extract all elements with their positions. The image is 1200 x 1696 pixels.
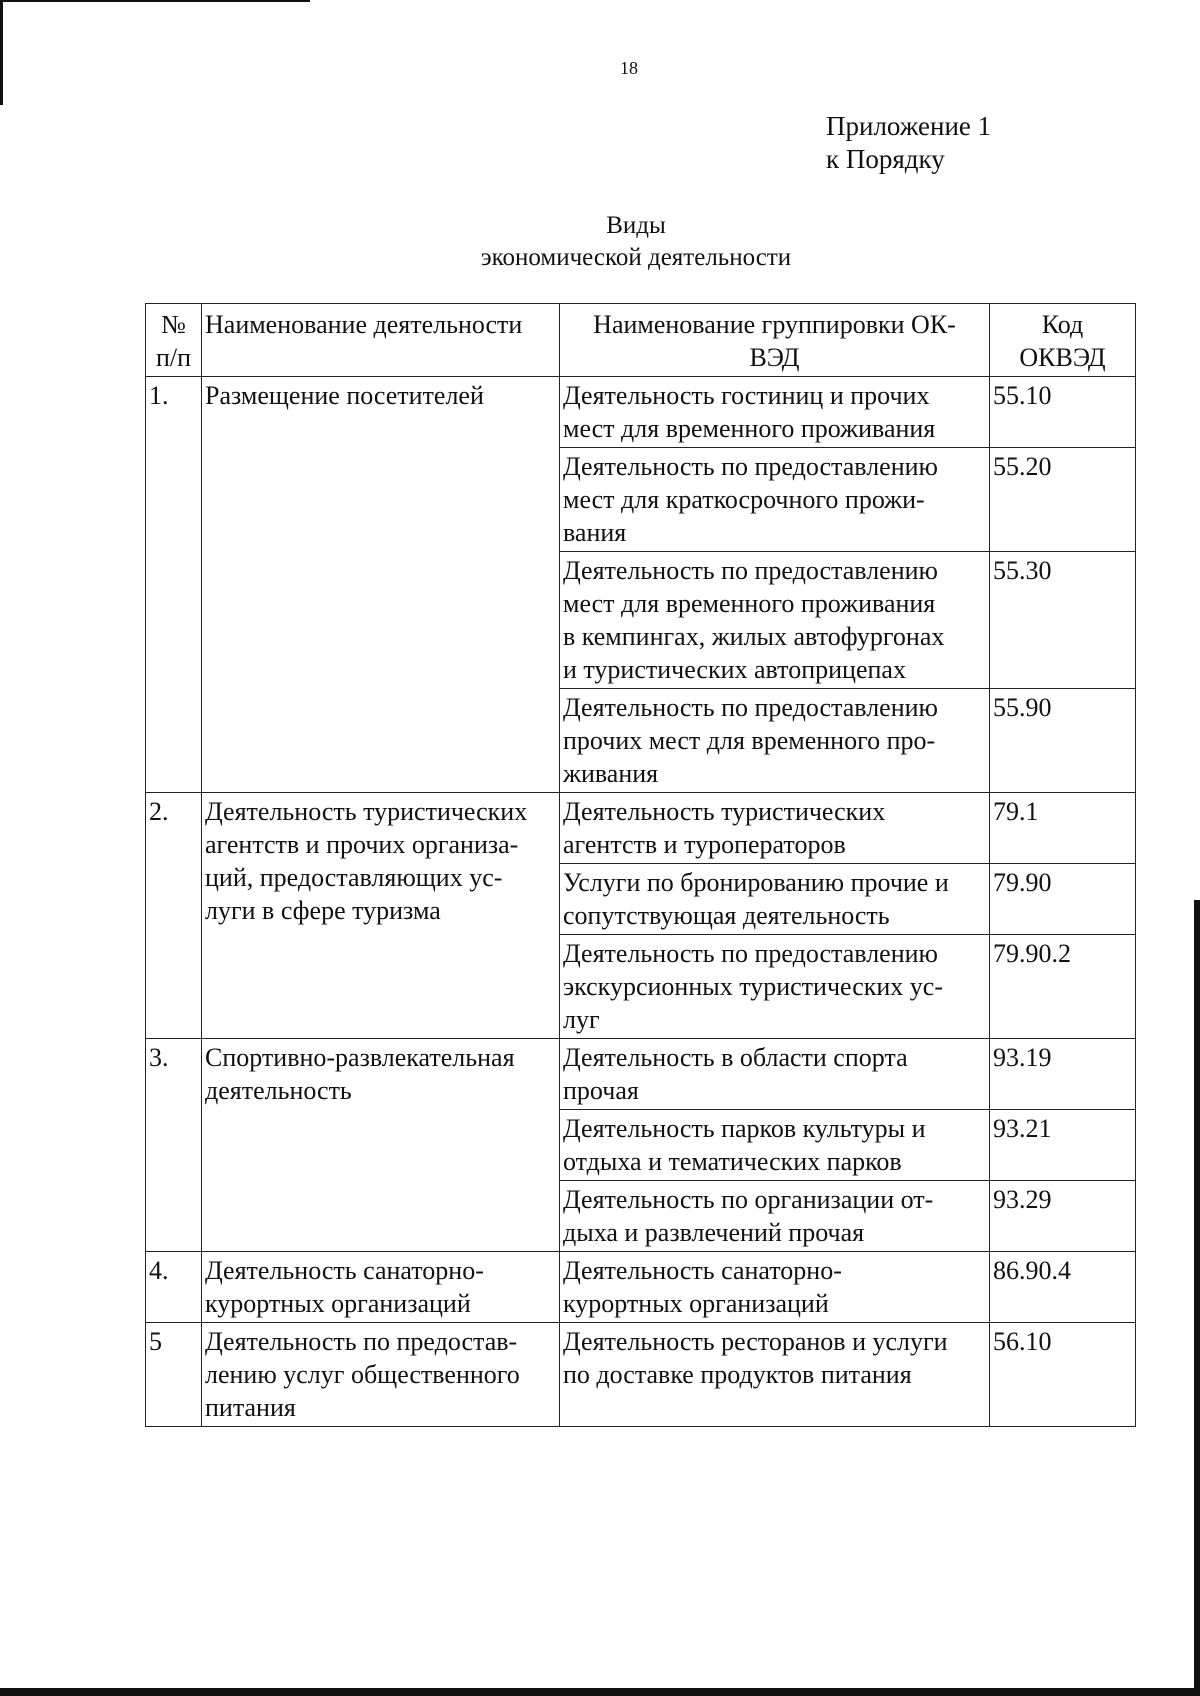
header-num-line: № — [161, 310, 186, 339]
row-number: 3. — [149, 1043, 169, 1072]
activity-name-cell — [202, 1252, 560, 1323]
header-code-line: Код — [1041, 310, 1084, 339]
activity-name-cell — [202, 1323, 560, 1427]
row-number-cell — [146, 793, 202, 1039]
okved-code: 93.21 — [993, 1114, 1052, 1143]
okved-code: 79.90.2 — [993, 939, 1071, 968]
header-code-line: ОКВЭД — [1019, 343, 1106, 372]
okved-group-cell — [560, 1323, 990, 1427]
okved-code: 55.30 — [993, 556, 1052, 585]
row-number: 5 — [149, 1327, 162, 1356]
row-number: 4. — [149, 1256, 169, 1285]
scan-edge-left — [0, 0, 3, 105]
row-number-cell — [146, 377, 202, 793]
okved-group-line: Деятельность ресторанов и услуги — [563, 1327, 948, 1356]
okved-group-line: мест для краткосрочного прожи- — [563, 485, 925, 514]
okved-group-line: Деятельность туристических — [563, 797, 886, 826]
table-header-row — [146, 304, 1136, 377]
header-activity-name-text: Наименование деятельности — [205, 310, 523, 339]
okved-group-line: вания — [563, 518, 627, 547]
header-okved-group — [560, 304, 990, 377]
okved-code: 55.10 — [993, 381, 1052, 410]
scan-edge-top — [0, 0, 310, 2]
okved-group-line: Деятельность парков культуры и — [563, 1114, 926, 1143]
row-number-cell — [146, 1039, 202, 1252]
okved-group-line: отдыха и тематических парков — [563, 1147, 902, 1176]
okved-code: 79.1 — [993, 797, 1039, 826]
activity-name-line: Деятельность туристических — [205, 797, 528, 826]
appendix-line-2: к Порядку — [826, 144, 945, 174]
okved-group-line: Деятельность санаторно- — [563, 1256, 842, 1285]
okved-group-line: по доставке продуктов питания — [563, 1360, 912, 1389]
okved-group-line: Деятельность по организации от- — [563, 1185, 934, 1214]
okved-group-line: мест для временного проживания — [563, 414, 936, 443]
page-number: 18 — [620, 58, 638, 78]
okved-group-cell — [560, 935, 990, 1039]
okved-group-cell — [560, 1039, 990, 1110]
okved-group-line: Услуги по бронированию прочие и — [563, 868, 949, 897]
okved-group-line: Деятельность по предоставлению — [563, 556, 938, 585]
okved-code: 93.19 — [993, 1043, 1052, 1072]
scan-edge-bottom — [0, 1688, 1200, 1696]
okved-group-cell — [560, 377, 990, 448]
okved-code-cell — [990, 1110, 1136, 1181]
okved-group-line: прочих мест для временного про- — [563, 726, 936, 755]
okved-group-line: сопутствующая деятельность — [563, 901, 890, 930]
activity-name-line: лению услуг общественного — [205, 1360, 520, 1389]
okved-group-line: прочая — [563, 1076, 639, 1105]
okved-group-line: Деятельность гостиниц и прочих — [563, 381, 930, 410]
title-line-1: Виды — [606, 212, 666, 239]
header-num-line: п/п — [155, 343, 192, 372]
okved-code: 86.90.4 — [993, 1256, 1071, 1285]
row-number-cell — [146, 1252, 202, 1323]
okved-code-cell — [990, 689, 1136, 793]
table-row — [146, 1039, 1136, 1110]
table-row — [146, 1252, 1136, 1323]
header-group-line: Наименование группировки ОК- — [593, 310, 956, 339]
okved-group-cell — [560, 448, 990, 552]
okved-code: 79.90 — [993, 868, 1052, 897]
okved-group-line: Деятельность по предоставлению — [563, 939, 938, 968]
okved-group-line: курортных организаций — [563, 1289, 829, 1318]
okved-code-cell — [990, 1181, 1136, 1252]
activity-name-line: Деятельность санаторно- — [205, 1256, 484, 1285]
activity-name-line: ций, предоставляющих ус- — [205, 863, 503, 892]
activity-name-line: питания — [205, 1393, 296, 1422]
header-num — [146, 304, 202, 377]
activity-name-line: курортных организаций — [205, 1289, 471, 1318]
title-line-2: экономической деятельности — [480, 244, 792, 271]
okved-code: 55.20 — [993, 452, 1052, 481]
header-group-line: ВЭД — [749, 343, 800, 372]
okved-code: 93.29 — [993, 1185, 1052, 1214]
okved-table — [145, 303, 1136, 1427]
okved-group-cell — [560, 1110, 990, 1181]
okved-code-cell — [990, 1039, 1136, 1110]
okved-group-line: в кемпингах, жилых автофургонах — [563, 622, 945, 651]
activity-name-line: деятельность — [205, 1076, 352, 1105]
okved-code-cell — [990, 793, 1136, 864]
okved-code-cell — [990, 377, 1136, 448]
okved-group-cell — [560, 689, 990, 793]
activity-name-line: агентств и прочих организа- — [205, 830, 519, 859]
activity-name-line: Размещение посетителей — [205, 381, 484, 410]
scan-edge-right — [1194, 900, 1200, 1696]
okved-group-cell — [560, 793, 990, 864]
okved-group-line: мест для временного проживания — [563, 589, 936, 618]
document-title — [0, 210, 1200, 274]
activity-name-line: Деятельность по предостав- — [205, 1327, 518, 1356]
row-number: 1. — [149, 381, 169, 410]
header-okved-code — [990, 304, 1136, 377]
activity-name-cell — [202, 1039, 560, 1252]
okved-group-line: луг — [563, 1005, 600, 1034]
table-body — [146, 377, 1136, 1427]
okved-code-cell — [990, 1252, 1136, 1323]
okved-code-cell — [990, 864, 1136, 935]
appendix-reference — [826, 110, 991, 176]
okved-group-line: живания — [563, 759, 659, 788]
okved-group-cell — [560, 1252, 990, 1323]
table-row — [146, 377, 1136, 448]
okved-group-line: Деятельность по предоставлению — [563, 452, 938, 481]
okved-group-line: дыха и развлечений прочая — [563, 1218, 865, 1247]
activity-name-line: луги в сфере туризма — [205, 896, 441, 925]
appendix-line-1: Приложение 1 — [826, 111, 992, 141]
activity-name-cell — [202, 793, 560, 1039]
okved-code-cell — [990, 552, 1136, 689]
okved-group-line: Деятельность в области спорта — [563, 1043, 908, 1072]
okved-group-cell — [560, 552, 990, 689]
okved-group-cell — [560, 1181, 990, 1252]
okved-code-cell — [990, 1323, 1136, 1427]
table-row — [146, 793, 1136, 864]
okved-code: 56.10 — [993, 1327, 1052, 1356]
okved-group-line: экскурсионных туристических ус- — [563, 972, 943, 1001]
okved-group-line: и туристических автоприцепах — [563, 655, 906, 684]
okved-code-cell — [990, 448, 1136, 552]
okved-code-cell — [990, 935, 1136, 1039]
row-number-cell — [146, 1323, 202, 1427]
activity-name-cell — [202, 377, 560, 793]
okved-code: 55.90 — [993, 693, 1052, 722]
okved-group-line: Деятельность по предоставлению — [563, 693, 938, 722]
row-number: 2. — [149, 797, 169, 826]
table-row — [146, 1323, 1136, 1427]
header-activity-name — [202, 304, 560, 377]
activity-name-line: Спортивно-развлекательная — [205, 1043, 515, 1072]
okved-group-line: агентств и туроператоров — [563, 830, 846, 859]
okved-group-cell — [560, 864, 990, 935]
